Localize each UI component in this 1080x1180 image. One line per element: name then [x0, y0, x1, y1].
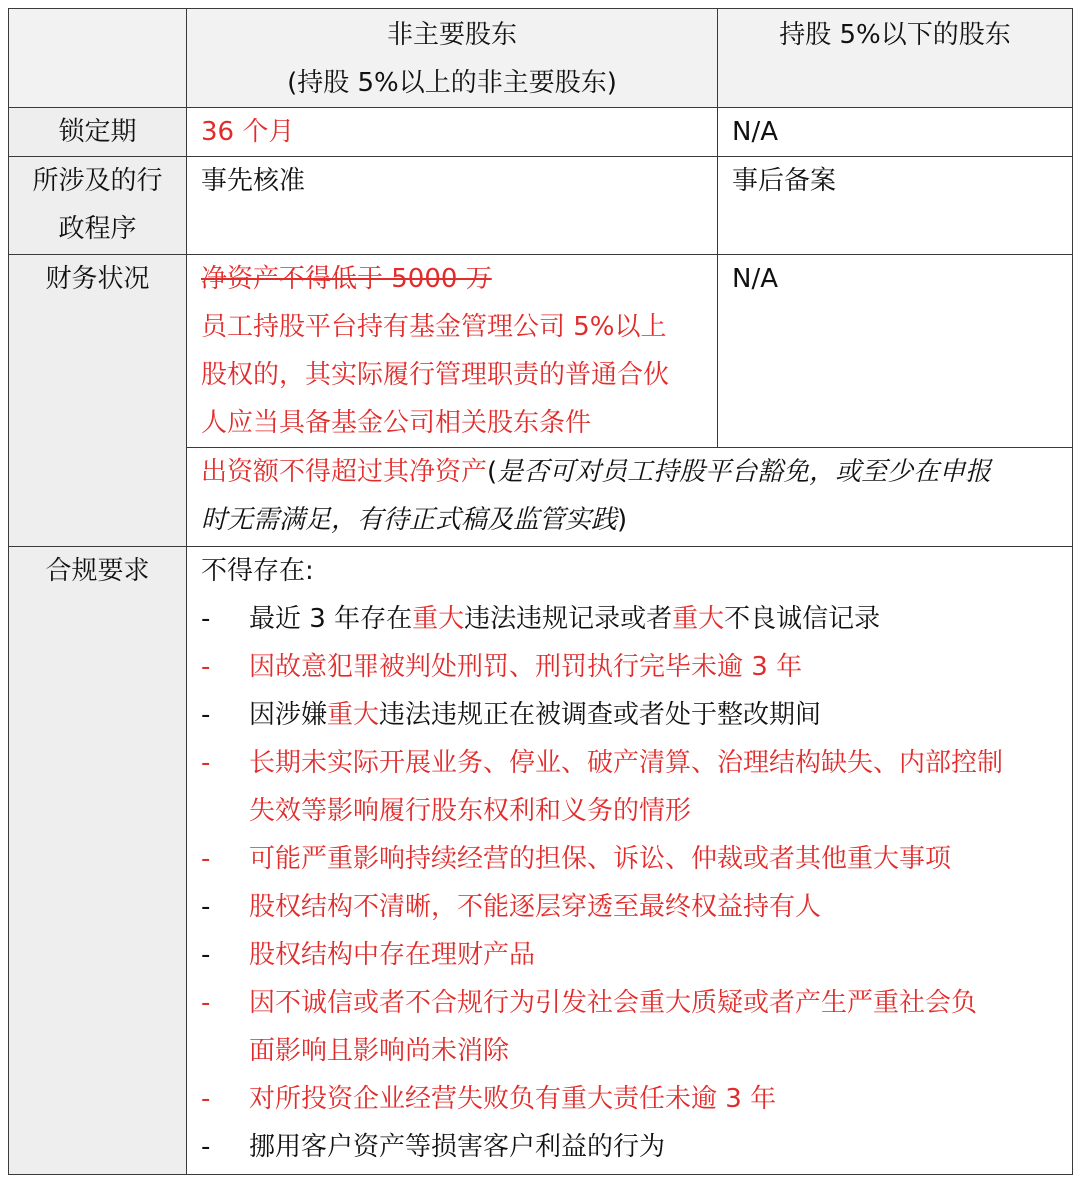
admin-procedure-minor-value: 事后备案 [718, 157, 1073, 255]
header-minor-shareholder [718, 9, 1073, 108]
item1-part-a: 最近 3 年存在 [249, 604, 413, 634]
compliance-item-1 [201, 595, 1064, 643]
financial-merged-note [187, 448, 1073, 547]
compliance-item-7 [201, 931, 1064, 979]
item4-line2: 失效等影响履行股东权利和义务的情形 [249, 796, 692, 826]
shareholder-requirements-table [8, 8, 1073, 1175]
table-header-row [9, 9, 1073, 108]
compliance-item-10 [201, 1123, 1064, 1171]
item3-part-c: 违法违规正在被调查或者处于整改期间 [379, 700, 822, 730]
list-dash: - [201, 940, 211, 970]
list-dash: - [201, 604, 211, 634]
note-open-paren: ( [487, 457, 498, 487]
financial-status-value [187, 255, 718, 448]
header-col3-title: 持股 5%以下的股东 [779, 20, 1011, 50]
header-non-major-shareholder [187, 9, 718, 108]
compliance-intro: 不得存在: [201, 556, 314, 586]
item3-highlight: 重大 [327, 700, 380, 730]
capital-contribution-limit: 出资额不得超过其净资产 [201, 457, 488, 487]
item9-text: 对所投资企业经营失败负有重大责任未逾 3 年 [249, 1084, 777, 1114]
financial-status-minor-value: N/A [718, 255, 1073, 448]
compliance-item-6 [201, 883, 1064, 931]
list-dash: - [201, 844, 211, 874]
compliance-requirements [187, 547, 1073, 1175]
item3-part-a: 因涉嫌 [249, 700, 328, 730]
list-dash: - [201, 892, 211, 922]
list-dash: - [201, 1084, 211, 1114]
row-compliance [9, 547, 1073, 1175]
compliance-item-8 [201, 979, 1064, 1075]
item1-highlight-2: 重大 [672, 604, 725, 634]
item1-part-e: 不良诚信记录 [724, 604, 881, 634]
row-financial-status [9, 255, 1073, 448]
item1-highlight-1: 重大 [412, 604, 465, 634]
compliance-item-9 [201, 1075, 1064, 1123]
admin-procedure-value: 事先核准 [187, 157, 718, 255]
exemption-note-line2: 时无需满足，有待正式稿及监管实践 [201, 505, 618, 535]
item8-line2: 面影响且影响尚未消除 [249, 1036, 510, 1066]
finance-line2: 员工持股平台持有基金管理公司 5%以上 [201, 312, 667, 342]
exemption-note-line1: 是否可对员工持股平台豁免，或至少在申报 [497, 457, 992, 487]
finance-line3: 股权的，其实际履行管理职责的普通合伙 [201, 360, 670, 390]
row-lock-period [9, 108, 1073, 157]
header-col2-subtitle: (持股 5%以上的非主要股东) [287, 68, 617, 98]
item6-text: 股权结构不清晰，不能逐层穿透至最终权益持有人 [249, 892, 822, 922]
list-dash: - [201, 1132, 211, 1162]
row-label-admin-procedure [9, 157, 187, 255]
compliance-item-2 [201, 643, 1064, 691]
list-dash: - [201, 748, 211, 778]
compliance-item-3 [201, 691, 1064, 739]
item10-text: 挪用客户资产等损害客户利益的行为 [249, 1132, 666, 1162]
row-label-compliance: 合规要求 [9, 547, 187, 1175]
header-col2-title: 非主要股东 [386, 20, 517, 50]
item5-text: 可能严重影响持续经营的担保、诉讼、仲裁或者其他重大事项 [249, 844, 952, 874]
compliance-item-4 [201, 739, 1064, 835]
item8-line1: 因不诚信或者不合规行为引发社会重大质疑或者产生严重社会负 [249, 988, 978, 1018]
admin-label-line1: 所涉及的行 [32, 166, 163, 196]
compliance-item-5 [201, 835, 1064, 883]
row-admin-procedure [9, 157, 1073, 255]
lock-period-minor-value: N/A [718, 108, 1073, 157]
struck-net-asset-requirement: 净资产不得低于 5000 万 [201, 264, 492, 294]
lock-period-value: 36 个月 [187, 108, 718, 157]
item4-line1: 长期未实际开展业务、停业、破产清算、治理结构缺失、内部控制 [249, 748, 1004, 778]
item1-part-c: 违法违规记录或者 [464, 604, 673, 634]
row-label-financial-status: 财务状况 [9, 255, 187, 547]
list-dash: - [201, 700, 211, 730]
admin-label-line2: 政程序 [58, 214, 137, 244]
note-close-paren: ) [617, 505, 628, 535]
finance-line4: 人应当具备基金公司相关股东条件 [201, 408, 592, 438]
header-corner-cell [9, 9, 187, 108]
item2-text: 因故意犯罪被判处刑罚、刑罚执行完毕未逾 3 年 [249, 652, 803, 682]
list-dash: - [201, 988, 211, 1018]
row-label-lock-period: 锁定期 [9, 108, 187, 157]
item7-text: 股权结构中存在理财产品 [249, 940, 536, 970]
list-dash: - [201, 652, 211, 682]
